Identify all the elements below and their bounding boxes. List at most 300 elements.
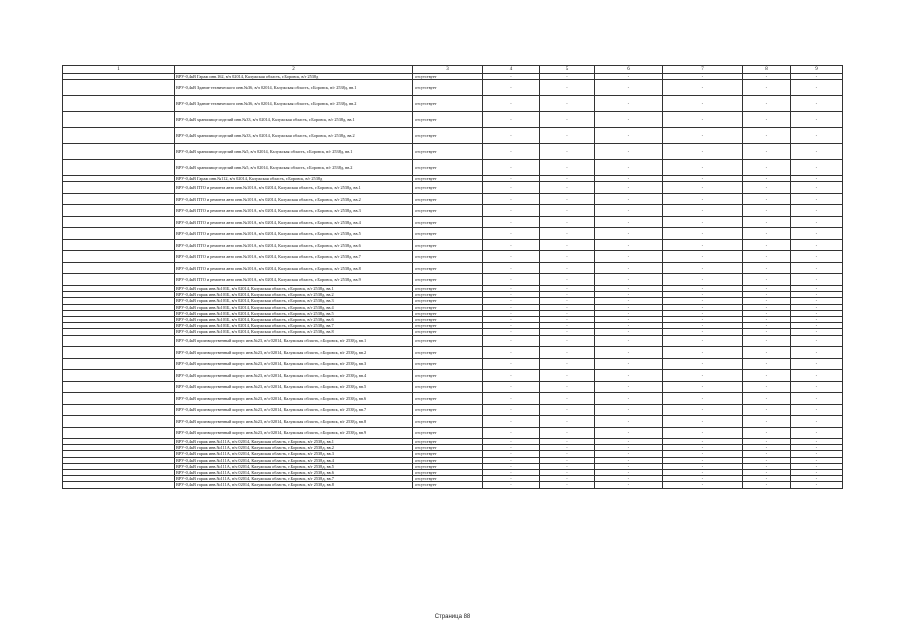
value-cell: - <box>743 144 791 160</box>
value-cell: - <box>791 358 843 370</box>
status-cell: отсутствует <box>413 285 483 291</box>
value-cell: - <box>483 128 540 144</box>
equipment-description: ВРУ-0,4кВ ПТО и ремонта авто инв.№101А, в/ч 02014, Калужская область, г.Боровск, в/г 2538д, вв.3 <box>175 205 413 217</box>
value-cell: - <box>483 239 540 251</box>
table-row <box>63 228 843 240</box>
value-cell: - <box>663 427 743 439</box>
value-cell: - <box>743 404 791 416</box>
row-index-cell <box>63 347 175 359</box>
value-cell: - <box>743 463 791 469</box>
value-cell: - <box>791 251 843 263</box>
equipment-description: ВРУ-0,4кВ гараж инв.№111А, в/ч 02014, Калужская область, г.Боровск, в/г 2538д, вв.1 <box>175 439 413 445</box>
equipment-description: ВРУ-0,4кВ ПТО и ремонта авто инв.№101А, в/ч 02014, Калужская область, г.Боровск, в/г 2538д, вв.6 <box>175 239 413 251</box>
value-cell: - <box>743 439 791 445</box>
value-cell: - <box>540 457 595 463</box>
value-cell: - <box>483 228 540 240</box>
status-cell: отсутствует <box>413 239 483 251</box>
status-cell: отсутствует <box>413 439 483 445</box>
value-cell: - <box>595 323 663 329</box>
value-cell: - <box>595 298 663 304</box>
equipment-description: ВРУ-0,4кВ ПТО и ремонта авто инв.№101А, в/ч 02014, Калужская область, г.Боровск, в/г 2538д, вв.1 <box>175 182 413 194</box>
value-cell: - <box>540 96 595 112</box>
equipment-description: ВРУ-0,4кВ производственный корпус инв.№23, в/ч 02014, Калужская область, г.Боровск, в/г 2538д, вв.5 <box>175 381 413 393</box>
table-row <box>63 144 843 160</box>
equipment-description: ВРУ-0,4кВ производственный корпус инв.№23, в/ч 02014, Калужская область, г.Боровск, в/г 2538д, вв.1 <box>175 335 413 347</box>
value-cell: - <box>663 323 743 329</box>
value-cell: - <box>595 329 663 335</box>
value-cell: - <box>483 304 540 310</box>
value-cell: - <box>595 370 663 382</box>
value-cell: - <box>540 274 595 286</box>
value-cell: - <box>483 470 540 476</box>
value-cell: - <box>483 347 540 359</box>
value-cell: - <box>540 358 595 370</box>
value-cell: - <box>791 193 843 205</box>
value-cell: - <box>743 445 791 451</box>
value-cell: - <box>483 310 540 316</box>
equipment-description: ВРУ-0,4кВ гараж инв.№101Б, в/ч 02014, Калужская область, г.Боровск, в/г 2538д, вв.1 <box>175 285 413 291</box>
value-cell: - <box>663 182 743 194</box>
value-cell: - <box>595 216 663 228</box>
status-cell: отсутствует <box>413 445 483 451</box>
table-header-row <box>63 66 843 74</box>
value-cell: - <box>483 96 540 112</box>
value-cell: - <box>663 329 743 335</box>
value-cell: - <box>743 381 791 393</box>
value-cell: - <box>483 482 540 488</box>
status-cell: отсутствует <box>413 457 483 463</box>
value-cell: - <box>743 176 791 182</box>
equipment-description: ВРУ-0,4кВ ПТО и ремонта авто инв.№101А, в/ч 02014, Калужская область, г.Боровск, в/г 2538д, вв.9 <box>175 274 413 286</box>
value-cell: - <box>743 262 791 274</box>
column-number-7: 7 <box>663 66 743 74</box>
value-cell: - <box>791 128 843 144</box>
value-cell: - <box>540 393 595 405</box>
equipment-description: ВРУ-0,4кВ производственный корпус инв.№23, в/ч 02014, Калужская область, г.Боровск, в/г 2538д, вв.2 <box>175 347 413 359</box>
status-cell: отсутствует <box>413 404 483 416</box>
value-cell: - <box>743 160 791 176</box>
value-cell: - <box>791 80 843 96</box>
value-cell: - <box>791 470 843 476</box>
status-cell: отсутствует <box>413 96 483 112</box>
equipment-description: ВРУ-0,4кВ ПТО и ремонта авто инв.№101А, в/ч 02014, Калужская область, г.Боровск, в/г 2538д, вв.4 <box>175 216 413 228</box>
value-cell: - <box>540 304 595 310</box>
value-cell: - <box>663 457 743 463</box>
column-number-1: 1 <box>63 66 175 74</box>
status-cell: отсутствует <box>413 393 483 405</box>
equipment-description: ВРУ-0,4кВ гараж инв.№111А, в/ч 02014, Калужская область, г.Боровск, в/г 2538д, вв.3 <box>175 451 413 457</box>
value-cell: - <box>595 262 663 274</box>
value-cell: - <box>743 323 791 329</box>
row-index-cell <box>63 112 175 128</box>
value-cell: - <box>791 381 843 393</box>
status-cell: отсутствует <box>413 310 483 316</box>
status-cell: отсутствует <box>413 304 483 310</box>
status-cell: отсутствует <box>413 416 483 428</box>
value-cell: - <box>791 160 843 176</box>
value-cell: - <box>483 370 540 382</box>
equipment-description: ВРУ-0,4кВ гараж инв.№111А, в/ч 02014, Калужская область, г.Боровск, в/г 2538д, вв.2 <box>175 445 413 451</box>
table-row <box>63 404 843 416</box>
value-cell: - <box>483 285 540 291</box>
status-cell: отсутствует <box>413 335 483 347</box>
value-cell: - <box>483 358 540 370</box>
value-cell: - <box>663 416 743 428</box>
value-cell: - <box>540 439 595 445</box>
value-cell: - <box>663 239 743 251</box>
table-row <box>63 482 843 488</box>
equipment-description: ВРУ-0,4кВ производственный корпус инв.№23, в/ч 02014, Калужская область, г.Боровск, в/г 2538д, вв.4 <box>175 370 413 382</box>
value-cell: - <box>791 329 843 335</box>
value-cell: - <box>483 463 540 469</box>
value-cell: - <box>595 335 663 347</box>
value-cell: - <box>595 393 663 405</box>
row-index-cell <box>63 216 175 228</box>
value-cell: - <box>540 445 595 451</box>
equipment-description: ВРУ-0,4кВ производственный корпус инв.№23, в/ч 02014, Калужская область, г.Боровск, в/г 2538д, вв.7 <box>175 404 413 416</box>
equipment-description: ВРУ-0,4кВ Здание технического инв.№36, в/ч 02014, Калужская область, г.Боровск, в/г 2538д, вв.2 <box>175 96 413 112</box>
equipment-description: ВРУ-0,4кВ производственный корпус инв.№23, в/ч 02014, Калужская область, г.Боровск, в/г 2538д, вв.9 <box>175 427 413 439</box>
value-cell: - <box>663 160 743 176</box>
value-cell: - <box>743 304 791 310</box>
value-cell: - <box>743 74 791 80</box>
equipment-description: ВРУ-0,4кВ Гараж инв.162, в/ч 02014, Калужская область, г.Боровск, в/г 2538д <box>175 74 413 80</box>
table-row <box>63 251 843 263</box>
table-row <box>63 416 843 428</box>
equipment-description: ВРУ-0,4кВ хранилище изделий инв.№5, в/ч 02014, Калужская область, г.Боровск, в/г 2538д, вв.1 <box>175 144 413 160</box>
status-cell: отсутствует <box>413 451 483 457</box>
value-cell: - <box>483 262 540 274</box>
value-cell: - <box>791 310 843 316</box>
equipment-description: ВРУ-0,4кВ гараж инв.№101Б, в/ч 02014, Калужская область, г.Боровск, в/г 2538д, вв.3 <box>175 298 413 304</box>
value-cell: - <box>483 445 540 451</box>
table-row <box>63 112 843 128</box>
value-cell: - <box>791 304 843 310</box>
value-cell: - <box>663 274 743 286</box>
value-cell: - <box>663 176 743 182</box>
value-cell: - <box>663 205 743 217</box>
equipment-description: ВРУ-0,4кВ гараж инв.№111А, в/ч 02014, Калужская область, г.Боровск, в/г 2538д, вв.8 <box>175 482 413 488</box>
status-cell: отсутствует <box>413 381 483 393</box>
value-cell: - <box>791 176 843 182</box>
value-cell: - <box>743 451 791 457</box>
equipment-description: ВРУ-0,4кВ производственный корпус инв.№23, в/ч 02014, Калужская область, г.Боровск, в/г 2538д, вв.6 <box>175 393 413 405</box>
table-row <box>63 427 843 439</box>
value-cell: - <box>791 316 843 322</box>
value-cell: - <box>663 347 743 359</box>
equipment-description: ВРУ-0,4кВ ПТО и ремонта авто инв.№101А, в/ч 02014, Калужская область, г.Боровск, в/г 2538д, вв.5 <box>175 228 413 240</box>
value-cell: - <box>540 80 595 96</box>
value-cell: - <box>663 358 743 370</box>
status-cell: отсутствует <box>413 470 483 476</box>
row-index-cell <box>63 381 175 393</box>
row-index-cell <box>63 482 175 488</box>
value-cell: - <box>663 310 743 316</box>
value-cell: - <box>791 205 843 217</box>
value-cell: - <box>791 463 843 469</box>
value-cell: - <box>791 228 843 240</box>
value-cell: - <box>483 193 540 205</box>
equipment-description: ВРУ-0,4кВ гараж инв.№101Б, в/ч 02014, Калужская область, г.Боровск, в/г 2538д, вв.8 <box>175 329 413 335</box>
value-cell: - <box>663 298 743 304</box>
row-index-cell <box>63 416 175 428</box>
value-cell: - <box>743 274 791 286</box>
table-row <box>63 262 843 274</box>
value-cell: - <box>663 285 743 291</box>
equipment-description: ВРУ-0,4кВ ПТО и ремонта авто инв.№101А, в/ч 02014, Калужская область, г.Боровск, в/г 2538д, вв.8 <box>175 262 413 274</box>
value-cell: - <box>791 292 843 298</box>
table-row <box>63 393 843 405</box>
value-cell: - <box>595 205 663 217</box>
value-cell: - <box>791 416 843 428</box>
value-cell: - <box>595 74 663 80</box>
value-cell: - <box>663 193 743 205</box>
value-cell: - <box>483 381 540 393</box>
column-number-5: 5 <box>540 66 595 74</box>
row-index-cell <box>63 370 175 382</box>
status-cell: отсутствует <box>413 476 483 482</box>
status-cell: отсутствует <box>413 160 483 176</box>
value-cell: - <box>540 404 595 416</box>
value-cell: - <box>595 176 663 182</box>
row-index-cell <box>63 358 175 370</box>
value-cell: - <box>663 393 743 405</box>
value-cell: - <box>791 370 843 382</box>
table-row <box>63 274 843 286</box>
value-cell: - <box>595 347 663 359</box>
value-cell: - <box>663 128 743 144</box>
value-cell: - <box>595 358 663 370</box>
value-cell: - <box>663 463 743 469</box>
value-cell: - <box>791 347 843 359</box>
table-row <box>63 205 843 217</box>
value-cell: - <box>663 404 743 416</box>
value-cell: - <box>663 445 743 451</box>
value-cell: - <box>663 74 743 80</box>
value-cell: - <box>791 298 843 304</box>
value-cell: - <box>791 451 843 457</box>
row-index-cell <box>63 128 175 144</box>
row-index-cell <box>63 274 175 286</box>
row-index-cell <box>63 427 175 439</box>
value-cell: - <box>595 457 663 463</box>
table-row <box>63 216 843 228</box>
value-cell: - <box>663 316 743 322</box>
value-cell: - <box>663 381 743 393</box>
value-cell: - <box>791 239 843 251</box>
value-cell: - <box>540 470 595 476</box>
status-cell: отсутствует <box>413 176 483 182</box>
value-cell: - <box>540 329 595 335</box>
value-cell: - <box>791 404 843 416</box>
value-cell: - <box>540 228 595 240</box>
value-cell: - <box>743 310 791 316</box>
value-cell: - <box>595 96 663 112</box>
value-cell: - <box>791 285 843 291</box>
equipment-description: ВРУ-0,4кВ гараж инв.№101Б, в/ч 02014, Калужская область, г.Боровск, в/г 2538д, вв.5 <box>175 310 413 316</box>
value-cell: - <box>540 176 595 182</box>
status-cell: отсутствует <box>413 463 483 469</box>
value-cell: - <box>595 239 663 251</box>
status-cell: отсутствует <box>413 316 483 322</box>
value-cell: - <box>791 445 843 451</box>
value-cell: - <box>483 323 540 329</box>
value-cell: - <box>540 316 595 322</box>
table-row <box>63 96 843 112</box>
value-cell: - <box>595 316 663 322</box>
page-number: Страница 88 <box>434 614 471 620</box>
value-cell: - <box>743 316 791 322</box>
value-cell: - <box>791 274 843 286</box>
equipment-description: ВРУ-0,4кВ ПТО и ремонта авто инв.№101А, в/ч 02014, Калужская область, г.Боровск, в/г 2538д, вв.7 <box>175 251 413 263</box>
value-cell: - <box>540 128 595 144</box>
value-cell: - <box>595 285 663 291</box>
equipment-description: ВРУ-0,4кВ гараж инв.№101Б, в/ч 02014, Калужская область, г.Боровск, в/г 2538д, вв.6 <box>175 316 413 322</box>
value-cell: - <box>540 262 595 274</box>
table-row <box>63 381 843 393</box>
value-cell: - <box>595 182 663 194</box>
register-table <box>62 65 843 489</box>
value-cell: - <box>540 216 595 228</box>
value-cell: - <box>540 285 595 291</box>
value-cell: - <box>540 381 595 393</box>
value-cell: - <box>743 457 791 463</box>
table-row <box>63 80 843 96</box>
value-cell: - <box>595 193 663 205</box>
value-cell: - <box>595 228 663 240</box>
equipment-description: ВРУ-0,4кВ гараж инв.№111А, в/ч 02014, Калужская область, г.Боровск, в/г 2538д, вв.6 <box>175 470 413 476</box>
value-cell: - <box>595 144 663 160</box>
value-cell: - <box>540 74 595 80</box>
value-cell: - <box>595 112 663 128</box>
status-cell: отсутствует <box>413 292 483 298</box>
value-cell: - <box>743 335 791 347</box>
value-cell: - <box>595 160 663 176</box>
value-cell: - <box>663 96 743 112</box>
table-row <box>63 370 843 382</box>
value-cell: - <box>540 323 595 329</box>
value-cell: - <box>540 416 595 428</box>
value-cell: - <box>663 451 743 457</box>
equipment-description: ВРУ-0,4кВ гараж инв.№101Б, в/ч 02014, Калужская область, г.Боровск, в/г 2538д, вв.7 <box>175 323 413 329</box>
value-cell: - <box>791 393 843 405</box>
value-cell: - <box>595 445 663 451</box>
table-row <box>63 182 843 194</box>
value-cell: - <box>791 112 843 128</box>
status-cell: отсутствует <box>413 482 483 488</box>
value-cell: - <box>791 216 843 228</box>
equipment-description: ВРУ-0,4кВ хранилище изделий инв.№33, в/ч 02014, Калужская область, г.Боровск, в/г 2538д, вв.2 <box>175 128 413 144</box>
status-cell: отсутствует <box>413 228 483 240</box>
status-cell: отсутствует <box>413 274 483 286</box>
value-cell: - <box>791 144 843 160</box>
row-index-cell <box>63 205 175 217</box>
status-cell: отсутствует <box>413 323 483 329</box>
equipment-description: ВРУ-0,4кВ производственный корпус инв.№23, в/ч 02014, Калужская область, г.Боровск, в/г 2538д, вв.8 <box>175 416 413 428</box>
value-cell: - <box>595 482 663 488</box>
value-cell: - <box>743 470 791 476</box>
value-cell: - <box>743 228 791 240</box>
value-cell: - <box>663 304 743 310</box>
value-cell: - <box>791 439 843 445</box>
row-index-cell <box>63 228 175 240</box>
value-cell: - <box>540 239 595 251</box>
value-cell: - <box>743 393 791 405</box>
table-row <box>63 128 843 144</box>
value-cell: - <box>540 482 595 488</box>
value-cell: - <box>483 427 540 439</box>
value-cell: - <box>540 427 595 439</box>
value-cell: - <box>595 470 663 476</box>
equipment-description: ВРУ-0,4кВ Гараж инв.№112, в/ч 02014, Калужская область, г.Боровск, в/г 2538д <box>175 176 413 182</box>
value-cell: - <box>483 144 540 160</box>
value-cell: - <box>743 416 791 428</box>
value-cell: - <box>743 112 791 128</box>
value-cell: - <box>540 310 595 316</box>
value-cell: - <box>743 285 791 291</box>
value-cell: - <box>540 335 595 347</box>
table-row <box>63 335 843 347</box>
status-cell: отсутствует <box>413 182 483 194</box>
value-cell: - <box>663 112 743 128</box>
column-number-8: 8 <box>743 66 791 74</box>
column-number-3: 3 <box>413 66 483 74</box>
value-cell: - <box>743 298 791 304</box>
status-cell: отсутствует <box>413 80 483 96</box>
row-index-cell <box>63 160 175 176</box>
value-cell: - <box>595 80 663 96</box>
value-cell: - <box>595 274 663 286</box>
status-cell: отсутствует <box>413 329 483 335</box>
value-cell: - <box>663 262 743 274</box>
status-cell: отсутствует <box>413 358 483 370</box>
value-cell: - <box>595 439 663 445</box>
value-cell: - <box>743 182 791 194</box>
value-cell: - <box>663 228 743 240</box>
value-cell: - <box>595 427 663 439</box>
value-cell: - <box>595 476 663 482</box>
row-index-cell <box>63 80 175 96</box>
status-cell: отсутствует <box>413 144 483 160</box>
value-cell: - <box>483 451 540 457</box>
equipment-description: ВРУ-0,4кВ гараж инв.№101Б, в/ч 02014, Калужская область, г.Боровск, в/г 2538д, вв.2 <box>175 292 413 298</box>
value-cell: - <box>791 335 843 347</box>
equipment-description: ВРУ-0,4кВ Здание технического инв.№36, в/ч 02014, Калужская область, г.Боровск, в/г 2538д, вв.1 <box>175 80 413 96</box>
value-cell: - <box>595 416 663 428</box>
value-cell: - <box>483 176 540 182</box>
value-cell: - <box>743 347 791 359</box>
value-cell: - <box>743 358 791 370</box>
status-cell: отсутствует <box>413 427 483 439</box>
value-cell: - <box>663 144 743 160</box>
value-cell: - <box>743 216 791 228</box>
value-cell: - <box>743 370 791 382</box>
value-cell: - <box>540 476 595 482</box>
value-cell: - <box>791 323 843 329</box>
value-cell: - <box>483 182 540 194</box>
value-cell: - <box>540 463 595 469</box>
status-cell: отсутствует <box>413 74 483 80</box>
value-cell: - <box>483 476 540 482</box>
value-cell: - <box>791 262 843 274</box>
value-cell: - <box>743 239 791 251</box>
status-cell: отсутствует <box>413 298 483 304</box>
value-cell: - <box>663 251 743 263</box>
status-cell: отсутствует <box>413 347 483 359</box>
value-cell: - <box>483 404 540 416</box>
value-cell: - <box>540 370 595 382</box>
value-cell: - <box>483 393 540 405</box>
